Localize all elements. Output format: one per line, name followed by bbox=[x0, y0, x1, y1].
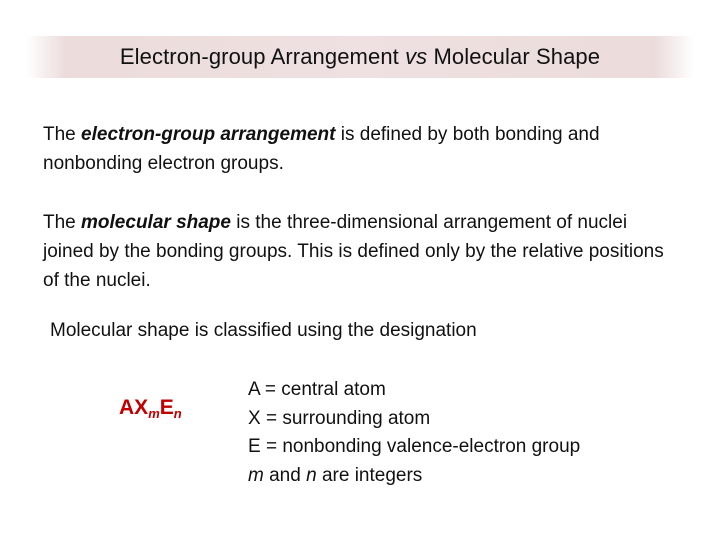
title-part-1: Electron-group Arrangement bbox=[119, 44, 406, 69]
p2-term: molecular shape bbox=[81, 212, 231, 233]
title-banner bbox=[26, 36, 694, 78]
title-part-2: Molecular Shape bbox=[427, 44, 601, 69]
paragraph-molecular-shape bbox=[43, 208, 683, 295]
designation-e: E bbox=[159, 396, 174, 419]
paragraph-electron-group bbox=[43, 120, 683, 178]
legend-integers: are integers bbox=[316, 464, 423, 486]
p1-term: electron-group arrangement bbox=[81, 124, 336, 145]
designation-ax: AX bbox=[119, 396, 149, 419]
p1-pre: The bbox=[43, 124, 82, 145]
legend-e: E = nonbonding valence-electron group bbox=[248, 436, 581, 457]
legend-n: n bbox=[306, 464, 317, 486]
p1-post: is defined by both bonding and nonbonding electron groups. bbox=[43, 124, 600, 174]
designation-legend bbox=[248, 376, 580, 490]
title-vs: vs bbox=[405, 44, 428, 69]
legend-m: m bbox=[248, 464, 264, 486]
legend-mn bbox=[248, 462, 580, 491]
legend-a: A = central atom bbox=[248, 379, 386, 400]
slide-title bbox=[120, 44, 600, 70]
p2-pre: The bbox=[43, 212, 82, 233]
designation-m: m bbox=[148, 406, 160, 421]
legend-and: and bbox=[263, 464, 307, 486]
paragraph-classification: Molecular shape is classified using the designation bbox=[50, 320, 477, 341]
designation-formula bbox=[119, 396, 182, 421]
p2-post: is the three-dimensional arrangement of nuclei joined by the bonding groups. This is defined only by the relative positions of the nuclei. bbox=[43, 212, 664, 291]
designation-n: n bbox=[173, 406, 182, 421]
legend-x: X = surrounding atom bbox=[248, 407, 431, 429]
